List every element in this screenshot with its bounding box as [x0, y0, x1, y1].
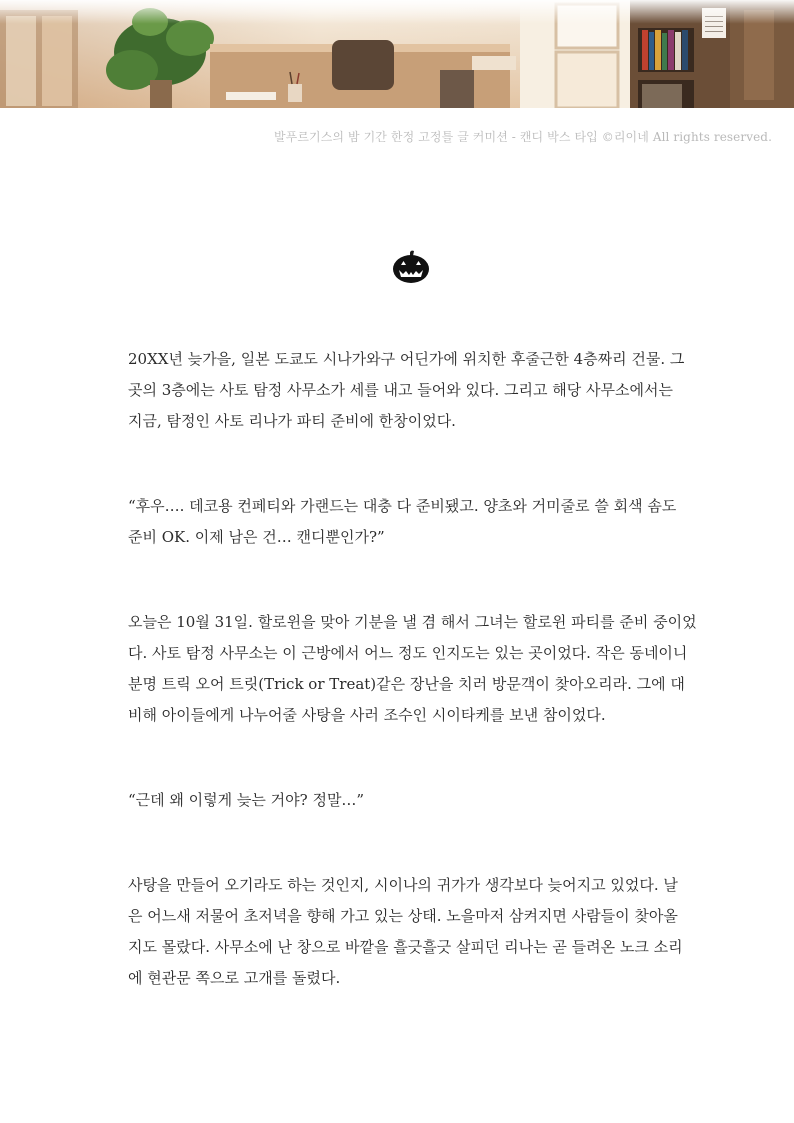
- dialogue-paragraph: [128, 491, 694, 553]
- text-line: “근데 왜 이렇게 늦는 거야? 정말…”: [128, 791, 365, 809]
- paragraph-gap: [128, 437, 694, 491]
- text-line: 지도 몰랐다. 사무소에 난 창으로 바깥을 흘긋흘긋 살피던 리나는 곧 들려온 노크 소리: [128, 938, 683, 956]
- paragraph-gap: [128, 553, 694, 607]
- text-line: 에 현관문 쪽으로 고개를 돌렸다.: [128, 969, 341, 987]
- office-interior-illustration: [0, 0, 794, 108]
- paragraph: [128, 870, 694, 994]
- text-line: 다. 사토 탐정 사무소는 이 근방에서 어느 정도 인지도는 있는 곳이었다. 작은 동네이니: [128, 644, 688, 662]
- paragraph-gap: [128, 816, 694, 870]
- text-line: 은 어느새 저물어 초저녁을 향해 가고 있는 상태. 노을마저 삼켜지면 사람들이 찾아올: [128, 907, 678, 925]
- paragraph: [128, 344, 694, 437]
- text-line: 20XX년 늦가을, 일본 도쿄도 시나가와구 어딘가에 위치한 후줄근한 4층짜리 건물. 그: [128, 350, 685, 368]
- dialogue-paragraph: [128, 785, 694, 816]
- paragraph: [128, 607, 697, 731]
- text-line: 지금, 탐정인 사토 리나가 파티 준비에 한창이었다.: [128, 412, 456, 430]
- text-line: 오늘은 10월 31일. 할로윈을 맞아 기분을 낼 겸 해서 그녀는 할로윈 파티를 준비 중이었: [128, 613, 697, 631]
- text-line: “후우…. 데코용 컨페티와 가랜드는 대충 다 준비됐고. 양초와 거미줄로 쓸 회색 솜도: [128, 497, 677, 515]
- text-line: 준비 OK. 이제 남은 건… 캔디뿐인가?”: [128, 528, 385, 546]
- jack-o-lantern-icon: [392, 250, 430, 284]
- paragraph-gap: [128, 731, 694, 785]
- copyright-credit: 발푸르기스의 밤 기간 한정 고정틀 글 커미션 - 캔디 박스 타입 ©리이네 All rights reserved.: [273, 130, 772, 144]
- text-line: 분명 트릭 오어 트릿(Trick or Treat)같은 장난을 치러 방문객이 찾아오리라. 그에 대: [128, 675, 685, 693]
- story-body: [128, 344, 697, 994]
- header-banner-illustration: [0, 0, 794, 108]
- text-line: 곳의 3층에는 사토 탐정 사무소가 세를 내고 들어와 있다. 그리고 해당 사무소에서는: [128, 381, 673, 399]
- text-line: 사탕을 만들어 오기라도 하는 것인지, 시이나의 귀가가 생각보다 늦어지고 있었다. 날: [128, 876, 678, 894]
- text-line: 비해 아이들에게 나누어줄 사탕을 사러 조수인 시이타케를 보낸 참이었다.: [128, 706, 606, 724]
